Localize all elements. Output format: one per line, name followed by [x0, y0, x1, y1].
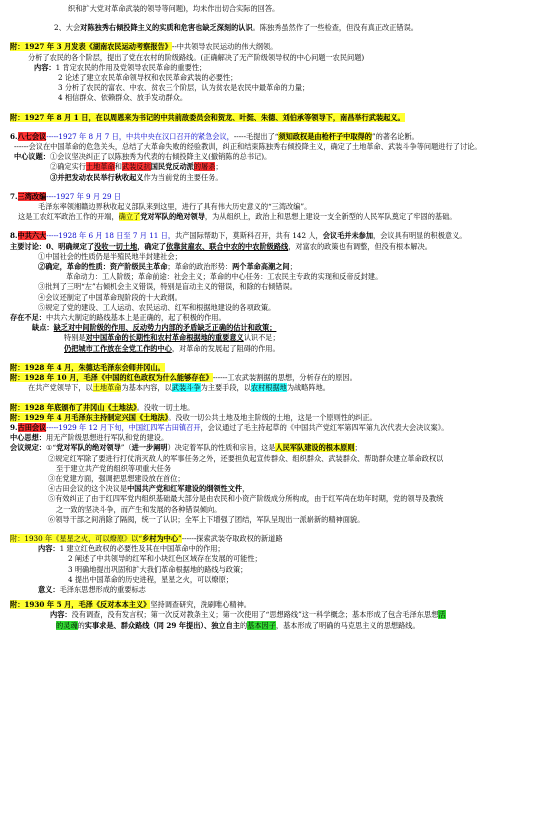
spacer [10, 104, 552, 113]
text-line [10, 53, 552, 63]
text-run: 特别是 [64, 333, 86, 343]
text-run: 须知政权是由枪杆子中取得的 [278, 131, 372, 141]
text-run: 没有调查，没有发言权；第一次反对教条主义；第一次使用了“思想路线”这一科学概念；基本形成了包含毛泽东思想 [71, 610, 439, 620]
text-run: 中国共产党和红军建设的纲领性文件 [127, 484, 243, 494]
text-run: 3 明确地提出巩固和扩大我们革命根据地的路线与政策； [68, 564, 248, 574]
text-run: 武装反抗 [121, 162, 151, 172]
text-run: 实事求是、群众路线（同 29 年提出）、独立自主 [84, 620, 240, 630]
text-run: 古田会议 [17, 422, 47, 432]
text-run: 缺点： [32, 323, 54, 333]
text-run: ；革命的中心任务：工农民主专政的实现和反帝反封建。 [202, 272, 383, 282]
text-line [10, 600, 552, 610]
text-run: 会议毛并未参加 [322, 231, 374, 241]
text-line [10, 212, 552, 222]
text-line [10, 4, 552, 14]
text-run: ②确定，革命的性质： [38, 262, 110, 272]
text-run: 国民党反动派 [150, 162, 194, 172]
text-line [10, 242, 552, 252]
text-line [10, 585, 552, 595]
text-run: 2 论述了建立农民革命领导权和农民革命武装的必要性； [58, 73, 238, 83]
text-run: 的 [77, 620, 85, 630]
text-line [10, 534, 552, 544]
text-run: 。没收一切公共土地及地主阶级的土地，这是一个原则性的纠正。 [168, 412, 377, 422]
text-run: 内容： [34, 62, 56, 72]
spacer [10, 525, 552, 534]
text-line [10, 515, 552, 525]
text-run: 之一致的坚决斗争，而产生和发展的各种错误倾向。 [56, 504, 222, 514]
text-line [10, 192, 552, 202]
spacer [10, 222, 552, 231]
text-line [10, 173, 552, 183]
text-line [10, 293, 552, 303]
text-line [10, 252, 552, 262]
text-run: ③在党建方面，强调把思想建设放在首位； [48, 473, 185, 483]
text-line [10, 323, 552, 333]
text-run: 乡村为中心 [142, 533, 179, 543]
text-run: 意义： [38, 584, 60, 594]
text-run: ，对富农的政策也有调整，但没有根本解决。 [288, 241, 432, 251]
text-run: 会议规定： [10, 443, 46, 453]
text-run: ）决定着军队的性质和宗旨，这是 [167, 443, 276, 453]
text-run: 分析了农民的各个阶层，提出了党在农村的阶级路线。(正确解决了无产阶级领导权的中心问题一农民问题) [28, 52, 365, 62]
text-run: ”（ [120, 443, 132, 453]
text-run: 中心议题： [14, 152, 50, 162]
text-run: 资产阶级民主革命 [109, 262, 168, 272]
text-run: 对陈独秀右倾投降主义的实质和危害也缺乏深刻的认识 [80, 23, 253, 33]
text-line [10, 373, 552, 383]
text-run: 3 分析了农民的富农、中农、贫农三个阶层，认为贫农是农民中最革命的力量； [58, 83, 310, 93]
text-run: 7. [10, 191, 18, 201]
text-run: ③批判了三明“左”右倾机会主义错误，特别是盲动主义的错误，和除的右倾错误。 [38, 282, 297, 292]
text-run: 秋收起义 [114, 172, 144, 182]
text-run: 党对军队的绝对领导 [140, 212, 205, 222]
text-line [10, 313, 552, 323]
text-line [10, 23, 552, 33]
text-run: 附：1928 年 10 月，毛泽《中国的红色政权为什么能够存在》 [10, 373, 213, 383]
text-run: 武装斗争 [171, 383, 201, 393]
text-line [10, 282, 552, 292]
text-run: ，会议通过了毛主持起草的《中国共产党红军第四军第九次代表大会决议案》。 [200, 422, 449, 432]
text-run: 至于建立共产党的组织等项重大任务 [56, 463, 172, 473]
text-run: ；革命的政治形势： [167, 262, 233, 272]
text-run: ----1927 年 9 月 29 日 [46, 191, 121, 201]
text-run: 活 [438, 610, 446, 620]
text-run: 为基本内容，以 [121, 383, 172, 393]
text-run: -----1928 年 6 月 18 日至 7 月 11 日， [46, 231, 176, 241]
text-line [10, 363, 552, 373]
spacer [10, 33, 552, 42]
text-run: ①“ [45, 443, 57, 453]
text-run: 为战略阵地。 [286, 383, 330, 393]
text-run: 1 建立红色政权的必要性及其在中国革命中的作用； [59, 544, 225, 554]
text-run: --中共领导农民运动的伟大纲领。 [171, 42, 278, 52]
text-line [10, 474, 552, 484]
text-run: 两个革命高潮之间 [232, 262, 290, 272]
text-line [10, 433, 552, 443]
text-run: ⑤有效纠正了由于红四军党内组织基础最大部分是由农民和小资产阶级成分所构成，由于红军尚在幼年时期，党的领导及教统 [48, 494, 444, 504]
text-run: -----1929 年 12 月下旬，中国红四军古田镇召开 [46, 422, 201, 432]
text-run: 和 [114, 162, 122, 172]
text-run: 土地革命 [85, 162, 115, 172]
text-run: ， [242, 484, 250, 494]
text-run: ①中国社会的性质仍是半殖民地半封建社会； [38, 251, 182, 261]
text-line [10, 142, 552, 152]
text-line [10, 565, 552, 575]
text-run: 9. [10, 422, 18, 432]
text-run: ，对革命的发展起了阻碍的作用。 [171, 343, 280, 353]
text-line [10, 383, 552, 393]
spacer [10, 354, 552, 363]
text-line [10, 262, 552, 272]
text-run: 主要讨论： [10, 241, 46, 251]
text-run: 农村根据地 [250, 383, 287, 393]
text-run: 仍把城市工作放在全党工作的中心 [64, 343, 172, 353]
text-run: 。没收一切土地。 [136, 402, 195, 412]
text-run: 土地革命 [92, 383, 122, 393]
text-run: 没收一切土地 [94, 241, 138, 251]
text-run: 毛泽东率领湘赣边界秋收起义部队来到这里，进行了具有伟大历史意义的“三湾改编”。 [38, 202, 312, 212]
text-run: 附：1930 年《星星之火，可以燎原》以“ [10, 533, 143, 543]
text-run: 共产国际帮助下，莫斯科召开，共有 142 人， [175, 231, 323, 241]
text-run: ” [178, 533, 182, 543]
text-run: 坚持调查研究，洗刷唯心精神。 [150, 600, 251, 610]
text-run: 人民军队建设的根本原则 [275, 443, 355, 453]
text-run: 三湾改编 [17, 191, 47, 201]
text-run: ①会议坚决纠正了以陈独秀为代表的右倾投降主义(撤销陈的总书记)。 [49, 152, 272, 162]
text-run: 进一步阐明 [131, 443, 168, 453]
text-run: 中共六大 [17, 231, 47, 241]
text-line [10, 544, 552, 554]
text-line [10, 494, 552, 504]
text-line [10, 554, 552, 564]
spacer [10, 394, 552, 403]
text-run: ，基本形成了明确的马克思主义的思想路线。 [275, 620, 420, 630]
text-run: ④古田会议的这个决议是 [48, 484, 128, 494]
text-run: 。陈独秀虽然作了一些检查，但没有真正改正错误。 [252, 23, 418, 33]
text-line [10, 413, 552, 423]
text-run: 存在不足： [10, 313, 46, 323]
text-run: 中共六大制定的路线基本上是正确的，起了积极的作用。 [45, 313, 226, 323]
spacer [10, 183, 552, 192]
spacer [10, 14, 552, 23]
text-run: 附：1927 年 8 月 1 日，在以周恩来为书记的中共前敌委员会和贺龙、叶挺、朱德、刘伯承等领导下，南昌举行武装起义。 [10, 112, 405, 122]
text-line [10, 231, 552, 241]
text-run: 附：1929 年 4 月毛泽东主持制定兴国《土地法》 [10, 412, 169, 422]
text-run: 2 阐述了中共领导的红军和小块红色区域存在发展的可能性； [68, 554, 262, 564]
text-run: ------工农武装割据的思想，分析存在的原因。 [212, 373, 357, 383]
text-line [10, 403, 552, 413]
text-run: 附：1928 年底颁布了井冈山《土地法》 [10, 402, 137, 412]
text-run: ，确定了 [137, 241, 166, 251]
text-run: 革命前途：社会主义 [137, 272, 203, 282]
text-run: 的屠杀 [193, 162, 216, 172]
text-line [10, 423, 552, 433]
text-run: 4 相信群众、依赖群众、放手发动群众。 [58, 93, 188, 103]
text-line [10, 132, 552, 142]
text-run: 依靠贫雇农、联合中农的中农阶级路线 [166, 241, 289, 251]
text-run: ④会议还制定了中国革命现阶段的十大政纲。 [38, 292, 182, 302]
text-line [10, 621, 552, 631]
text-line [10, 83, 552, 93]
text-run: ”的著名论断。 [371, 131, 419, 141]
text-run: 认识不足； [243, 333, 280, 343]
text-run: 用无产阶级思想进行军队和党的建设。 [45, 433, 169, 443]
text-run: ②规定红军除了要进行打仗消灭敌人的军事任务之外，还要担负起宣传群众、组织群众、武装群众、帮助群众建立革命政权以 [48, 453, 444, 463]
text-line [10, 610, 552, 620]
text-line [10, 443, 552, 453]
text-line [10, 162, 552, 172]
text-run: 1 肯定农民的作用及党领导农民革命的重要性； [55, 62, 207, 72]
text-run: 毛泽东思想形成的重要标志 [59, 584, 146, 594]
text-run: ------会议在中国革命的危急关头，总结了大革命失败的经验教训，纠正和结束陈独秀右倾投降主义，确定了土地革命、武装斗争等问题进行了讨论。 [14, 142, 482, 152]
text-run: 4 提出中国革命的历史进程，星星之火，可以燎原； [68, 574, 233, 584]
spacer [10, 123, 552, 132]
text-run: ，为从组织上，政治上和思想上建设一支全新型的人民军队奠定了牢固的基础。 [204, 212, 457, 222]
text-run: 中心思想： [10, 433, 46, 443]
text-run: 这是工农红军政治工作的开端， [18, 212, 119, 222]
text-run: 确立了 [118, 212, 141, 222]
text-run: 缺乏对中间阶级的作用、反动势力内部的矛盾缺乏正确的估计和政策； [53, 323, 277, 333]
text-run: 作为当前党的主要任务。 [143, 172, 223, 182]
text-line [10, 575, 552, 585]
text-line [10, 333, 552, 343]
text-run: ⑥领导干部之间消除了隔阂，统一了认识；全军上下增强了团结，军队呈现出一派崭新的精神面貌。 [48, 514, 365, 524]
text-run: ，会议具有明显的积极意义。 [373, 231, 467, 241]
text-run: -----毛提出了“ [233, 131, 279, 141]
text-run: -----1927 年 8 月 7 日，中共中央在汉口召开的紧急会议， [46, 131, 234, 141]
text-run: 内容： [38, 544, 60, 554]
text-run: ⑤规定了党的建设、工人运动、农民运动、红军和根据地建设的各项政策。 [38, 302, 276, 312]
text-run: 基本因子 [247, 620, 276, 630]
text-run: ； [215, 162, 223, 172]
text-run: 革命动力：工人阶级； [66, 272, 138, 282]
text-run: ； [289, 262, 297, 272]
text-run: 附：1928 年 4 月，朱德达毛泽东会师井冈山。 [10, 362, 165, 372]
text-run: 附：1930 年 5 月，毛泽《反对本本主义》 [10, 600, 151, 610]
text-line [10, 73, 552, 83]
text-line [10, 93, 552, 103]
text-run: 织和扩大党对革命武装的领导等问题)，均未作出切合实际的回答。 [68, 4, 280, 13]
text-run: ------探索武装夺取政权的新道路 [181, 533, 283, 543]
text-run: 八七会议 [17, 131, 47, 141]
text-run: 为主要手段，以 [200, 383, 251, 393]
text-run: ； [354, 443, 362, 453]
text-line [10, 505, 552, 515]
text-line [10, 272, 552, 282]
text-run: 对中国革命的长期性和农村革命根据地的重要意义 [85, 333, 244, 343]
text-line [10, 484, 552, 494]
text-line [10, 454, 552, 464]
text-run: 党对军队的绝对领导 [56, 443, 121, 453]
text-line [10, 202, 552, 212]
text-run: 在共产党领导下，以 [28, 383, 93, 393]
text-run: 0、明确规定了 [45, 241, 95, 251]
text-line [10, 113, 552, 123]
text-run: ③并把发动农民举行 [50, 172, 115, 182]
text-run: 2、大会 [54, 23, 81, 33]
text-run: 的灵魂 [56, 620, 78, 630]
text-line [10, 42, 552, 52]
text-run: 8. [10, 231, 18, 241]
text-run: ②确定实行 [50, 162, 86, 172]
text-line [10, 464, 552, 474]
text-line [10, 303, 552, 313]
text-run: 附：1927 年 3 月发表《湖南农民运动考察报告》 [10, 42, 172, 52]
text-line [10, 344, 552, 354]
text-run: 内容： [50, 610, 72, 620]
text-line [10, 63, 552, 73]
text-run: 的 [239, 620, 248, 630]
text-run: 6. [10, 131, 18, 141]
text-line [10, 152, 552, 162]
